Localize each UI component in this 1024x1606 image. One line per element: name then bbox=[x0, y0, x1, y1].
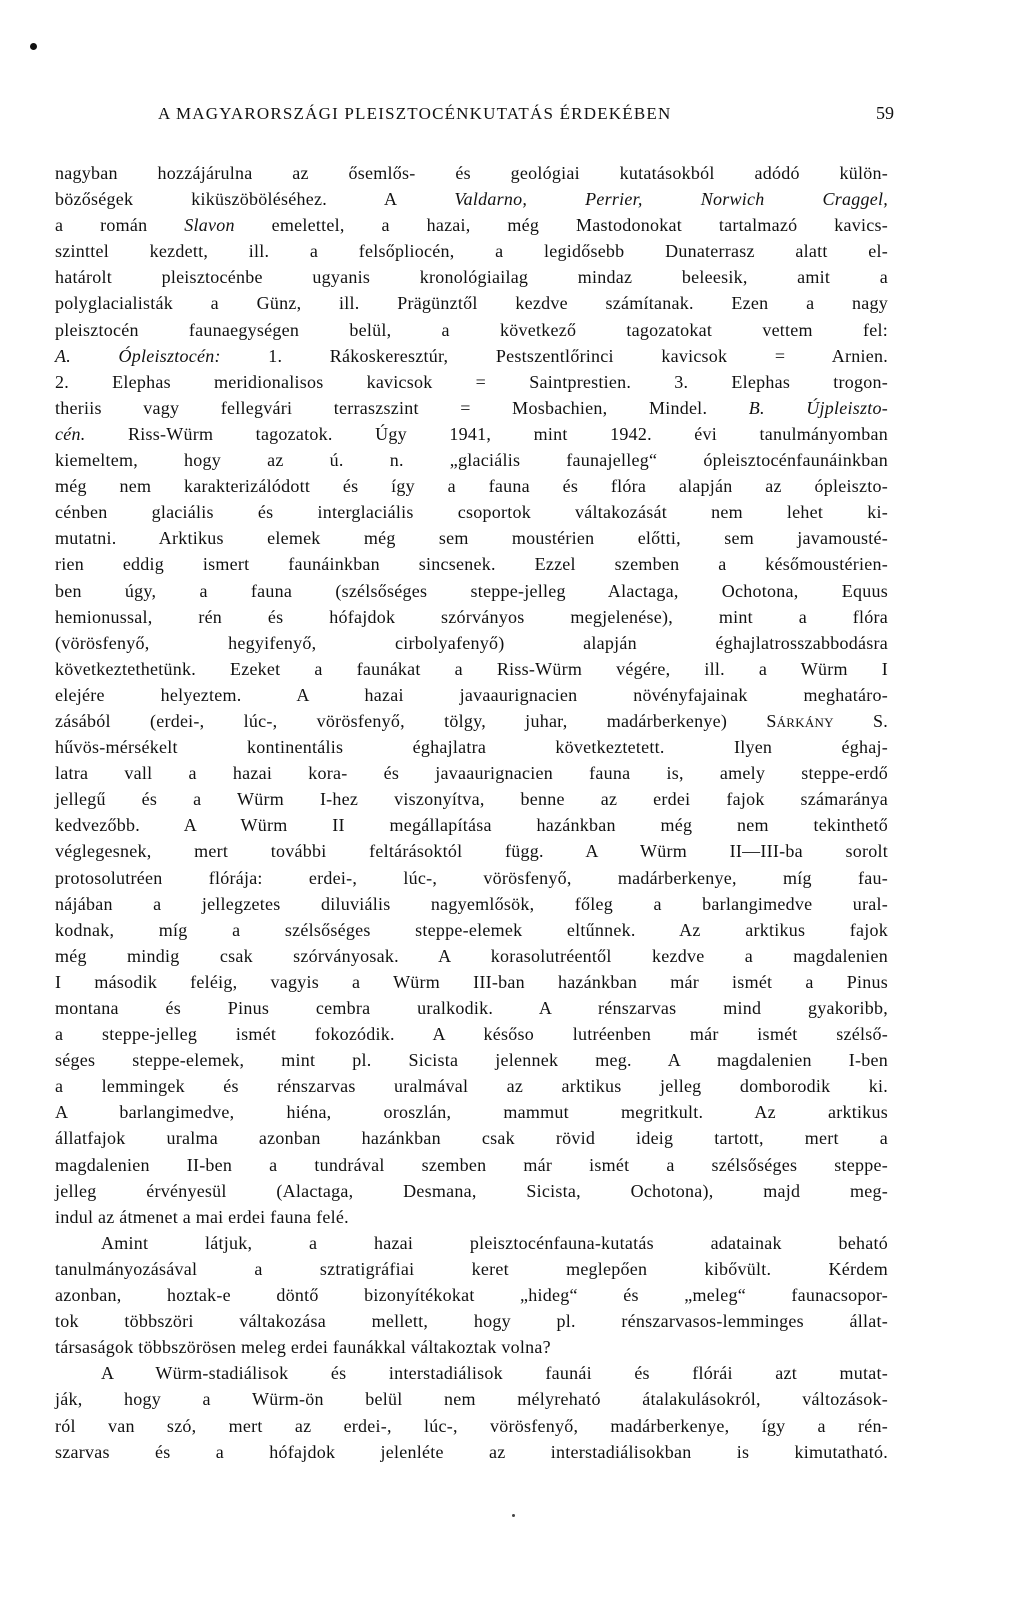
text-span: Amint látjuk, a hazai pleisztocénfauna-kutatás adatainak beható bbox=[101, 1232, 888, 1253]
text-line bbox=[55, 734, 888, 760]
text-line bbox=[55, 812, 888, 838]
text-span: társaságok többszörösen meleg erdei faunákkal váltakoztak volna? bbox=[55, 1337, 551, 1358]
text-span: latra vall a hazai kora- és javaaurignacien fauna is, amely steppe-erdő bbox=[55, 763, 888, 784]
text-span: magdalenien II-ben a tundrával szemben már ismét a szélsőséges steppe- bbox=[55, 1154, 888, 1175]
text-span: A Würm-stadiálisok és interstadiálisok faunái és flórái azt mutat- bbox=[101, 1363, 888, 1384]
text-span: emelettel, a hazai, még Mastodonokat tartalmazó kavics- bbox=[234, 215, 888, 236]
text-span: (vörösfenyő, hegyifenyő, cirbolyafenyő) alapján éghajlatrosszabbodásra bbox=[55, 632, 888, 653]
text-line bbox=[55, 1360, 888, 1386]
text-line bbox=[55, 1439, 888, 1465]
text-span: hemionussal, rén és hófajdok szórványos megjelenése), mint a flóra bbox=[55, 606, 888, 627]
text-span: következtethetünk. Ezeket a faunákat a Riss-Würm végére, ill. a Würm I bbox=[55, 658, 888, 679]
text-line bbox=[55, 604, 888, 630]
text-span: jelleg érvényesül (Alactaga, Desmana, Sicista, Ochotona), majd meg- bbox=[55, 1180, 888, 1201]
text-line bbox=[55, 160, 888, 186]
text-span: mutatni. Arktikus elemek még sem moustérien előtti, sem javamousté- bbox=[55, 528, 888, 549]
text-span: theriis vagy fellegvári terraszszint = Mosbachien, Mindel. bbox=[55, 397, 749, 418]
text-line bbox=[55, 1386, 888, 1412]
text-line bbox=[55, 682, 888, 708]
body-text bbox=[55, 160, 888, 1465]
text-span: kodnak, míg a szélsőséges steppe-elemek eltűnnek. Az arktikus fajok bbox=[55, 919, 888, 940]
text-line bbox=[55, 760, 888, 786]
text-span: rien eddig ismert faunáinkban sincsenek. Ezzel szemben a későmoustérien- bbox=[55, 554, 888, 575]
text-span: séges steppe-elemek, mint pl. Sicista jelennek meg. A magdalenien I-ben bbox=[55, 1050, 888, 1071]
italic-span: B. Újpleiszto- bbox=[748, 397, 888, 418]
text-span: nagyban hozzájárulna az ősemlős- és geológiai kutatásokból adódó külön- bbox=[55, 163, 888, 183]
text-line bbox=[55, 1099, 888, 1125]
text-span: elejére helyeztem. A hazai javaaurignacien növényfajainak meghatáro- bbox=[55, 684, 888, 705]
text-line bbox=[55, 1256, 888, 1282]
text-line bbox=[55, 264, 888, 290]
text-span: véglegesnek, mert további feltárásoktól függ. A Würm II—III-ba sorolt bbox=[55, 841, 888, 862]
running-title: A MAGYARORSZÁGI PLEISZTOCÉNKUTATÁS ÉRDEKÉBEN bbox=[158, 104, 672, 123]
text-line bbox=[55, 421, 888, 447]
page-number: 59 bbox=[876, 103, 894, 123]
text-span: protosolutréen flórája: erdei-, lúc-, vörösfenyő, madárberkenye, míg fau- bbox=[55, 867, 888, 888]
text-span: I második feléig, vagyis a Würm III-ban hazánkban már ismét a Pinus bbox=[55, 971, 888, 992]
text-span: bözőségek kiküszöböléséhez. A bbox=[55, 189, 455, 210]
text-span: hűvös-mérsékelt kontinentális éghajlatra következtetett. Ilyen éghaj- bbox=[55, 737, 888, 758]
text-line bbox=[55, 317, 888, 343]
text-span: szinttel kezdett, ill. a felsőpliocén, a legidősebb Dunaterrasz alatt el- bbox=[55, 241, 888, 262]
text-line bbox=[55, 1308, 888, 1334]
text-line bbox=[55, 917, 888, 943]
text-line bbox=[55, 630, 888, 656]
text-line bbox=[55, 1204, 888, 1230]
text-span: tok többszöri váltakozása mellett, hogy pl. rénszarvasos-lemminges állat- bbox=[55, 1311, 888, 1332]
text-span: 1. Rákoskeresztúr, Pestszentlőrinci kavicsok = Arnien. bbox=[220, 345, 889, 366]
text-span: állatfajok uralma azonban hazánkban csak rövid ideig tartott, mert a bbox=[55, 1128, 888, 1149]
text-span: tanulmányozásával a sztratigráfiai keret meglepően kibővült. Kérdem bbox=[55, 1258, 888, 1279]
text-span: még mindig csak szórványosak. A korasolutréentől kezdve a magdalenien bbox=[55, 945, 888, 966]
text-span: Riss-Würm tagozatok. Úgy 1941, mint 1942. évi tanulmányomban bbox=[85, 423, 888, 444]
text-span: indul az átmenet a mai erdei fauna felé. bbox=[55, 1206, 349, 1227]
text-span: ben úgy, a fauna (szélsőséges steppe-jelleg Alactaga, Ochotona, Equus bbox=[55, 580, 888, 601]
text-span: S. bbox=[833, 710, 889, 731]
text-span: ról van szó, mert az erdei-, lúc-, vörösfenyő, madárberkenye, így a rén- bbox=[55, 1415, 888, 1436]
text-line bbox=[55, 1178, 888, 1204]
text-span: a román bbox=[55, 215, 185, 236]
text-span: a steppe-jelleg ismét fokozódik. A későso lutréenben már ismét szélső- bbox=[55, 1024, 888, 1045]
text-line bbox=[55, 865, 888, 891]
text-span: A barlangimedve, hiéna, oroszlán, mammut megritkult. Az arktikus bbox=[55, 1102, 888, 1123]
text-line bbox=[55, 656, 888, 682]
text-line bbox=[55, 995, 888, 1021]
text-line bbox=[55, 525, 888, 551]
text-span: azonban, hoztak-e döntő bizonyítékokat „hideg“ és „meleg“ faunacsopor- bbox=[55, 1285, 888, 1306]
text-line bbox=[55, 473, 888, 499]
footer-speck bbox=[512, 1514, 515, 1517]
italic-span: A. Ópleisztocén: bbox=[55, 345, 221, 366]
text-line bbox=[55, 969, 888, 995]
text-span: még nem karakterizálódott és így a fauna és flóra alapján az ópleiszto- bbox=[55, 476, 888, 497]
text-line bbox=[55, 1282, 888, 1308]
text-span: szarvas és a hófajdok jelenléte az interstadiálisokban is kimutatható. bbox=[55, 1441, 888, 1462]
text-line bbox=[55, 369, 888, 395]
text-span: ják, hogy a Würm-ön belül nem mélyreható átalakulásokról, változások- bbox=[55, 1389, 888, 1410]
text-line bbox=[55, 1047, 888, 1073]
text-line bbox=[55, 1413, 888, 1439]
text-line bbox=[55, 212, 888, 238]
text-line bbox=[55, 578, 888, 604]
text-line bbox=[55, 447, 888, 473]
text-line bbox=[55, 708, 888, 734]
text-span: montana és Pinus cembra uralkodik. A rénszarvas mind gyakoribb, bbox=[55, 998, 888, 1018]
text-span: polyglacialisták a Günz, ill. Prägünztől kezdve számítanak. Ezen a nagy bbox=[55, 293, 888, 314]
text-line bbox=[55, 395, 888, 421]
text-line bbox=[55, 786, 888, 812]
text-line bbox=[55, 551, 888, 577]
text-line bbox=[55, 1152, 888, 1178]
text-line bbox=[55, 343, 888, 369]
text-line bbox=[55, 891, 888, 917]
text-line bbox=[55, 186, 888, 212]
italic-span: Slavon bbox=[184, 215, 235, 236]
text-line bbox=[55, 290, 888, 316]
text-span: zásából (erdei-, lúc-, vörösfenyő, tölgy, juhar, madárberkenye) bbox=[55, 710, 767, 731]
text-line bbox=[55, 838, 888, 864]
running-header bbox=[158, 103, 894, 129]
text-line bbox=[55, 238, 888, 264]
text-line bbox=[55, 1230, 888, 1256]
text-line bbox=[55, 1021, 888, 1047]
text-span: cénben glaciális és interglaciális csoportok váltakozását nem lehet ki- bbox=[55, 502, 888, 523]
text-line bbox=[55, 499, 888, 525]
text-line bbox=[55, 1125, 888, 1151]
text-line bbox=[55, 1073, 888, 1099]
text-span: kedvezőbb. A Würm II megállapítása hazánkban még nem tekinthető bbox=[55, 815, 888, 836]
text-span: nájában a jellegzetes diluviális nagyemlősök, főleg a barlangimedve ural- bbox=[55, 893, 888, 914]
text-line bbox=[55, 1334, 888, 1360]
text-span: határolt pleisztocénbe ugyanis kronológiailag mindaz beleesik, amit a bbox=[55, 267, 888, 288]
page-mark-dot bbox=[30, 43, 37, 50]
text-span: a lemmingek és rénszarvas uralmával az arktikus jelleg domborodik ki. bbox=[55, 1076, 888, 1097]
italic-span: Valdarno, Perrier, Norwich Craggel, bbox=[454, 189, 888, 210]
text-line bbox=[55, 943, 888, 969]
text-span: pleisztocén faunaegységen belül, a következő tagozatokat vettem fel: bbox=[55, 319, 888, 340]
text-span: kiemeltem, hogy az ú. n. „glaciális faunajelleg“ ópleisztocénfaunáinkban bbox=[55, 450, 888, 471]
text-span: 2. Elephas meridionalisos kavicsok = Saintprestien. 3. Elephas trogon- bbox=[55, 371, 888, 392]
italic-span: cén. bbox=[55, 423, 86, 444]
text-span: jellegű és a Würm I-hez viszonyítva, benne az erdei fajok számaránya bbox=[55, 789, 888, 810]
author-name: Sárkány bbox=[766, 710, 834, 731]
